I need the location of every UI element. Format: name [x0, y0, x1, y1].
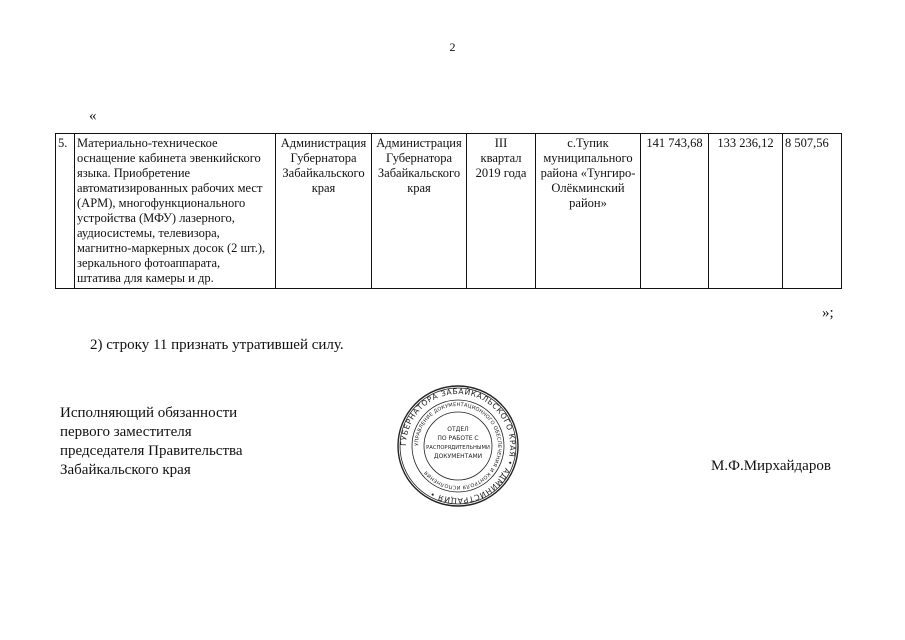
- stamp-center-line-4: ДОКУМЕНТАМИ: [433, 453, 483, 460]
- page-number: 2: [449, 40, 456, 54]
- amount-second-cell: 133 236,12: [709, 134, 783, 289]
- amount-total-cell: 141 743,68: [641, 134, 709, 289]
- row-number-cell: 5.: [56, 134, 75, 289]
- term-cell: III квартал 2019 года: [467, 134, 536, 289]
- opening-quote: «: [89, 108, 97, 124]
- item-2-text: 2) строку 11 признать утратившей силу.: [90, 337, 344, 353]
- official-stamp-icon: [396, 384, 520, 508]
- customer-cell: Администрация Губернатора Забайкальского края: [276, 134, 372, 289]
- executor-cell: Администрация Губернатора Забайкальского края: [372, 134, 467, 289]
- closing-quote: »;: [822, 305, 834, 321]
- amendment-table: [55, 133, 842, 289]
- stamp-center-line-1: ОТДЕЛ: [447, 426, 469, 433]
- measure-name-cell: Материально-техническое оснащение кабинета эвенкийского языка. Приобретение автоматизированных рабочих мест (АРМ), многофункционального устройства (МФУ) лазерного, аудиосистемы, телевизора, магнитно-маркерных досок (2 шт.), зеркального фотоаппарата, штатива для камеры и др.: [75, 134, 276, 289]
- table-row: [56, 134, 842, 289]
- stamp-outer-text: ГУБЕРНАТОРА ЗАБАЙКАЛЬСКОГО КРАЯ • АДМИНИСТРАЦИЯ •: [398, 386, 518, 506]
- stamp-center-line-2: ПО РАБОТЕ С: [437, 435, 479, 442]
- stamp-inner-text: УПРАВЛЕНИЕ ДОКУМЕНТАЦИОННОГО ОБЕСПЕЧЕНИЯ И КОНТРОЛЯ ИСПОЛНЕНИЯ: [413, 401, 503, 491]
- signer-name: М.Ф.Мирхайдаров: [711, 458, 831, 474]
- signature-title: Исполняющий обязанности первого заместителя председателя Правительства Забайкальского края: [60, 405, 243, 478]
- amount-third-cell: 8 507,56: [783, 134, 842, 289]
- place-cell: с.Тупик муниципального района «Тунгиро- Олёкминский район»: [536, 134, 641, 289]
- stamp-center-line-3: РАСПОРЯДИТЕЛЬНЫМИ: [426, 445, 490, 451]
